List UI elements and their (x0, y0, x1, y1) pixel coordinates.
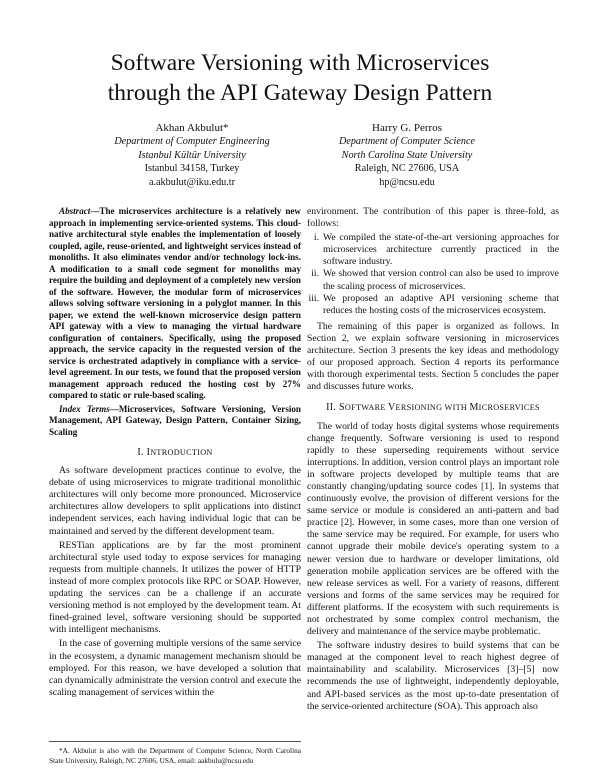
left-column (49, 206, 301, 699)
author-university: Istanbul Kültür University (138, 149, 246, 161)
index-terms (49, 404, 301, 439)
title-line-2: through the API Gateway Design Pattern (107, 80, 493, 106)
author-block-2 (287, 122, 527, 189)
author-block-1 (72, 122, 312, 189)
section-heading-versioning: II. SOFTWARE VERSIONING WITH MICROSERVICES (326, 402, 540, 414)
index-terms-lead: Index Terms (59, 403, 110, 414)
list-item: i. We compiled the state-of-the-art versioning approaches for microservices architecture currently practiced in the software industry. (313, 232, 559, 268)
author-name: Akhan Akbulut* (155, 122, 229, 134)
abstract (49, 206, 301, 402)
organization-paragraph: The remaining of this paper is organized as follows. In Section 2, we explain software versioning in microservices architecture. Section 3 presents the key ideas and methodology of our proposed approach. Section 4 reports its performance with thorough experimental tests. Section 5 concludes the paper and discusses future works. (307, 320, 559, 393)
versioning-paragraph-2: The software industry desires to build systems that can be managed at the component level to reach highest degree of maintainability and scalability. Microservices [3]–[5] now recommends the use of lightweight, independently deployable, and API-based services as the most up-to-date presentation of the service-oriented architecture (SOA). This approach also (307, 640, 559, 712)
list-item: iii. We proposed an adaptive API versioning scheme that reduces the hosting costs of the microservices ecosystem. (308, 292, 559, 316)
paper-title (0, 48, 600, 108)
author-name: Harry G. Perros (372, 122, 442, 134)
title-line-1: Software Versioning with Microservices (110, 50, 490, 76)
right-column (307, 206, 559, 713)
list-item: ii. We showed that version control can also be used to improve the scaling process of microservices. (311, 268, 559, 292)
abstract-lead: Abstract (59, 206, 91, 216)
intro-paragraph-1: As software development practices continue to evolve, the debate of using microservices to migrate traditional monolithic architectures will only become more pronounced. Microservice architectures allow developers to split applications into distinct independent services, each having individual logic that can be maintained and served by the different development team. (49, 465, 301, 537)
section-heading-introduction: I. INTRODUCTION (137, 447, 213, 458)
intro-paragraph-3: In the case of governing multiple versions of the same service in the ecosystem, a dynamic management mechanism should be employed. For this reason, we have developed a solution that can dynamically administrate the version control and execute the scaling management of services within the (49, 638, 301, 698)
author-department: Department of Computer Engineering (114, 136, 270, 148)
author-university: North Carolina State University (341, 149, 473, 161)
author-department: Department of Computer Science (338, 136, 476, 148)
abstract-text: —The microservices architecture is a relatively new approach in implementing service-oriented systems. This cloud-native architectural style enables the implementation of loosely coupled, agile, reuse-oriented, and lightweight services instead of monoliths. It also eliminates vendor and/or technology lock-ins. A modification to a small code segment for monoliths may require the building and deployment of a completely new version of the software. However, the modular form of microservices allows solving software versioning in a polyglot manner. In this paper, we extend the well-known microservice design pattern API gateway with a view to managing the virtual hardware configuration of containers. Specifically, using the proposed approach, the service capacity in the requested version of the service is orchestrated adaptively in compliance with a service-level agreement. In our tests, we found that the proposed version management approach reduced the hosting cost by 27% compared to static or rule-based scaling. (49, 206, 301, 400)
author-email: a.akbulut@iku.edu.tr (148, 176, 236, 188)
index-terms-text: —Microservices, Software Versioning, Version Management, API Gateway, Design Pattern, Container Sizing, Scaling (49, 403, 301, 437)
intro-paragraph-2: RESTian applications are by far the most prominent architectural style used today to expose services for managing requests from multiple channels. It utilizes the power of HTTP instead of more complex protocols like RPC or SOAP. However, updating the services can be a challenge if an accurate versioning method is not employed by the development team. At fined-grained level, software versioning should be supported with intelligent mechanisms. (49, 539, 301, 636)
intro-continuation: environment. The contribution of this paper is three-fold, as follows: (307, 206, 559, 230)
footnote: *A. Akbulut is also with the Department of Computer Science, North Carolina State University, Raleigh, NC 27606, USA, email: aakbulu@ncsu.edu (49, 741, 301, 765)
author-address: Raleigh, NC 27606, USA (354, 163, 460, 175)
author-email: hp@ncsu.edu (379, 176, 435, 188)
contribution-list (307, 232, 559, 317)
author-address: Istanbul 34158, Turkey (144, 163, 240, 175)
versioning-paragraph-1: The world of today hosts digital systems whose requirements change frequently. Software versioning is used to respond rapidly to these superseding requirements without service interruptions. In addition, version control plays an important role in software projects developed by multiple teams that are constantly changing/updating source codes [1]. In systems that continuously evolve, the provision of different versions for the same service or module is considered an anti-pattern and bad practice [2]. However, in some cases, more than one version of the same service may be required. For example, for users who cannot upgrade their mobile device's operating system to a newer version due to hardware or developer limitations, old generation mobile application services are be offered with the new release services as well. For a variety of reasons, different versions and forms of the same services may be required for different platforms. If the ecosystem with such requirements is not orchestrated by some complex control mechanism, the delivery and maintenance of the service maybe problematic. (307, 420, 559, 638)
